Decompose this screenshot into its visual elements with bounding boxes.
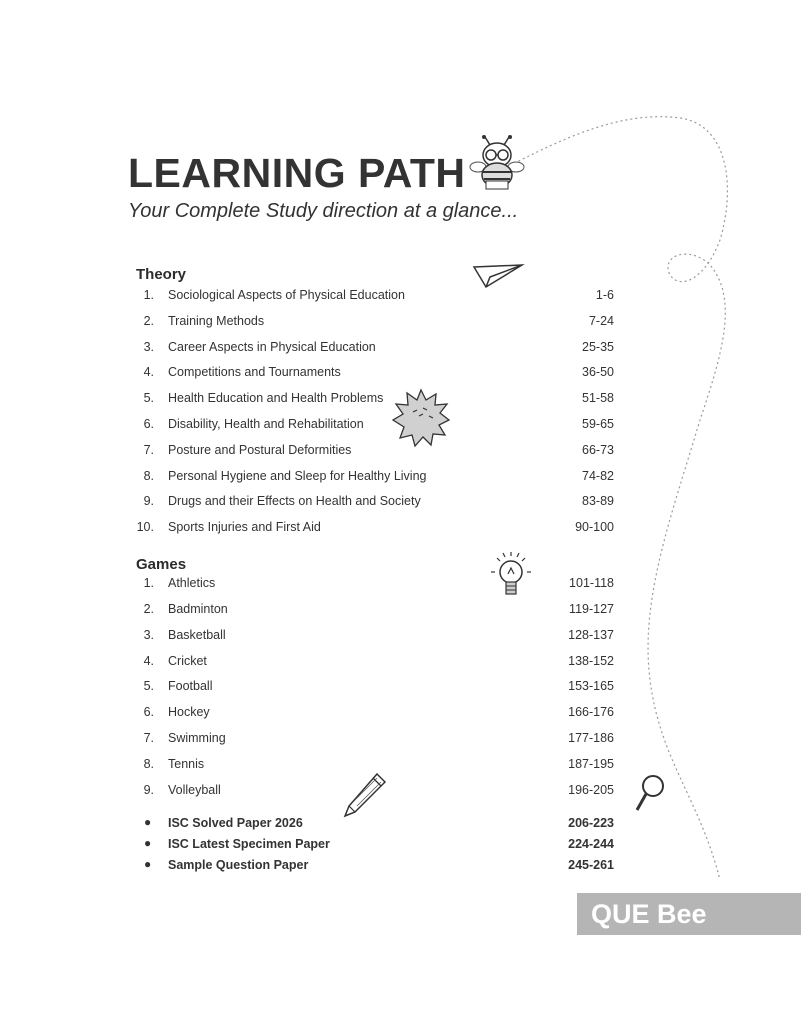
- list-item: 4. Cricket 138-152: [143, 654, 614, 668]
- games-heading: Games: [136, 556, 187, 573]
- list-item: 6. Disability, Health and Rehabilitation 59-65: [143, 417, 614, 431]
- bullet-icon: ●: [144, 836, 152, 850]
- list-item: 1. Sociological Aspects of Physical Education 1-6: [143, 288, 614, 302]
- list-item: 7. Posture and Postural Deformities 66-73: [143, 443, 614, 457]
- page-title: LEARNING PATH: [128, 150, 466, 196]
- list-item: 4. Competitions and Tournaments 36-50: [143, 365, 614, 379]
- theory-heading: Theory: [136, 266, 187, 283]
- list-item: 5. Health Education and Health Problems 51-58: [143, 391, 614, 405]
- page-subtitle: Your Complete Study direction at a glance...: [128, 200, 519, 222]
- list-item: 10. Sports Injuries and First Aid 90-100: [136, 520, 614, 534]
- list-item: 7. Swimming 177-186: [143, 731, 614, 745]
- magnifier-icon: [633, 772, 667, 816]
- list-item: 2. Badminton 119-127: [143, 602, 614, 616]
- list-item: 9. Volleyball 196-205: [143, 783, 614, 797]
- list-item: ● ISC Solved Paper 2026 206-223: [136, 813, 614, 833]
- list-item: 6. Hockey 166-176: [143, 705, 614, 719]
- bullet-icon: ●: [144, 857, 152, 871]
- bee-mascot-icon: [468, 135, 528, 195]
- list-item: 8. Personal Hygiene and Sleep for Healthy Living 74-82: [143, 469, 614, 483]
- list-item: 1. Athletics 101-118: [143, 576, 614, 590]
- list-item: 3. Career Aspects in Physical Education 25-35: [143, 340, 614, 354]
- list-item: 5. Football 153-165: [143, 679, 614, 693]
- brand-banner: QUE Bee: [577, 893, 801, 935]
- list-item: ● Sample Question Paper 245-261: [136, 855, 614, 875]
- list-item: 2. Training Methods 7-24: [143, 314, 614, 328]
- list-item: 3. Basketball 128-137: [143, 628, 614, 642]
- bullet-icon: ●: [144, 815, 152, 829]
- list-item: ● ISC Latest Specimen Paper 224-244: [136, 834, 614, 854]
- list-item: 9. Drugs and their Effects on Health and Society 83-89: [143, 494, 614, 508]
- list-item: 8. Tennis 187-195: [143, 757, 614, 771]
